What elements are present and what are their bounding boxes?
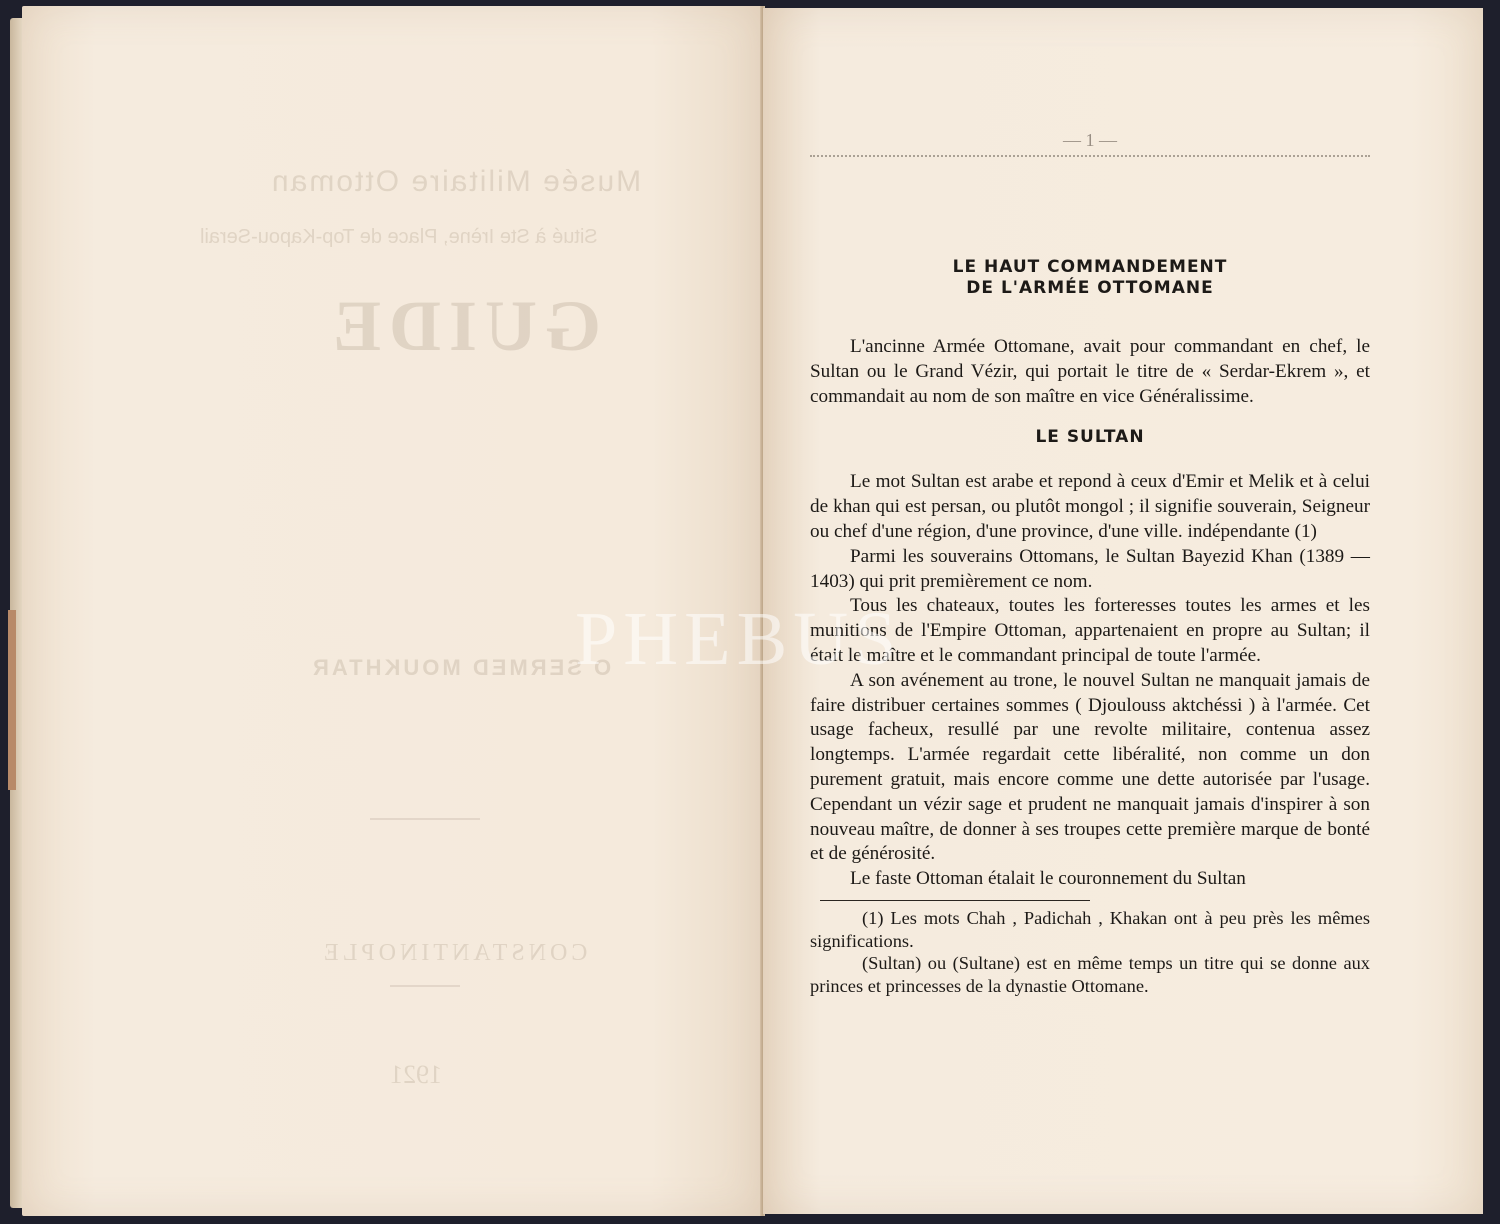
header-rule [810,155,1370,157]
page-text-block [810,130,1370,997]
page-tab-mark [8,610,16,790]
bleed-year: 1921 [390,1060,442,1089]
paragraph-5: Le faste Ottoman étalait le couronnement du Sultan [850,868,1246,890]
watermark: PHEBUS [575,597,903,681]
footnote-2: (Sultan) ou (Sultane) est en même temps un titre qui se donne aux princes et princesses de la dynastie Ottomane. [810,953,1370,996]
bleed-rule [370,818,480,820]
chapter-title-line2: DE L'ARMÉE OTTOMANE [966,278,1214,298]
page-number: — 1 — [1063,130,1117,150]
paragraph-4: A son avénement au trone, le nouvel Sultan ne manquait jamais de faire distribuer certaines sommes ( Djoulouss aktchéssi ) à l'armée. Cet usage facheux, resullé par une revolte militaire, contenua assez longtemps. L'armée regardait cette libéralité, non comme un don purement gratuit, mais encore comme une dette autorisée par l'usage. Cependant un vézir sage et prudent ne manquait jamais d'inspirer à son nouveau maître, de donner à ses troupes cette première marque de bonté et de générosité. [810,669,1370,865]
chapter-title-line1: LE HAUT COMMANDEMENT [952,257,1228,277]
paragraph-1: Le mot Sultan est arabe et repond à ceux d'Emir et Melik et à celui de khan qui est persan, ou plutôt mongol ; il signifie souverain, Seigneur ou chef d'une région, d'une province, d'une ville. indépendante (1) [810,471,1370,542]
footnote-1: (1) Les mots Chah , Padichah , Khakan ont à peu près les mêmes significations. [810,907,1370,951]
paragraph-3: Tous les chateaux, toutes les forteresses toutes les armes et les munitions de l'Empire Ottoman, appartenaient en propre au Sultan; il était le maître et le commandant principal de toute l'armée. [810,595,1370,666]
footnote-rule [820,900,1090,901]
bleed-author: O SERMED MOUKHTAR [310,655,612,680]
intro-paragraph: L'ancinne Armée Ottomane, avait pour commandant en chef, le Sultan ou le Grand Vézir, qui portait le titre de « Serdar-Ekrem », et commandait au nom de son maître en vice Généralissime. [810,336,1370,407]
bleed-city: CONSTANTINOPLE [320,940,588,966]
bleed-museum-name: Musée Militaire Ottoman [270,165,642,198]
bleed-museum-address: Situé à Ste Irène, Place de Top-Kapou-Serail [200,226,598,248]
paragraph-2: Parmi les souverains Ottomans, le Sultan Bayezid Khan (1389 — 1403) qui prit premièrement ce nom. [810,545,1370,592]
section-title: LE SULTAN [1035,427,1145,448]
bleed-rule [390,985,460,987]
bleed-guide-title: GUIDE [325,286,602,366]
